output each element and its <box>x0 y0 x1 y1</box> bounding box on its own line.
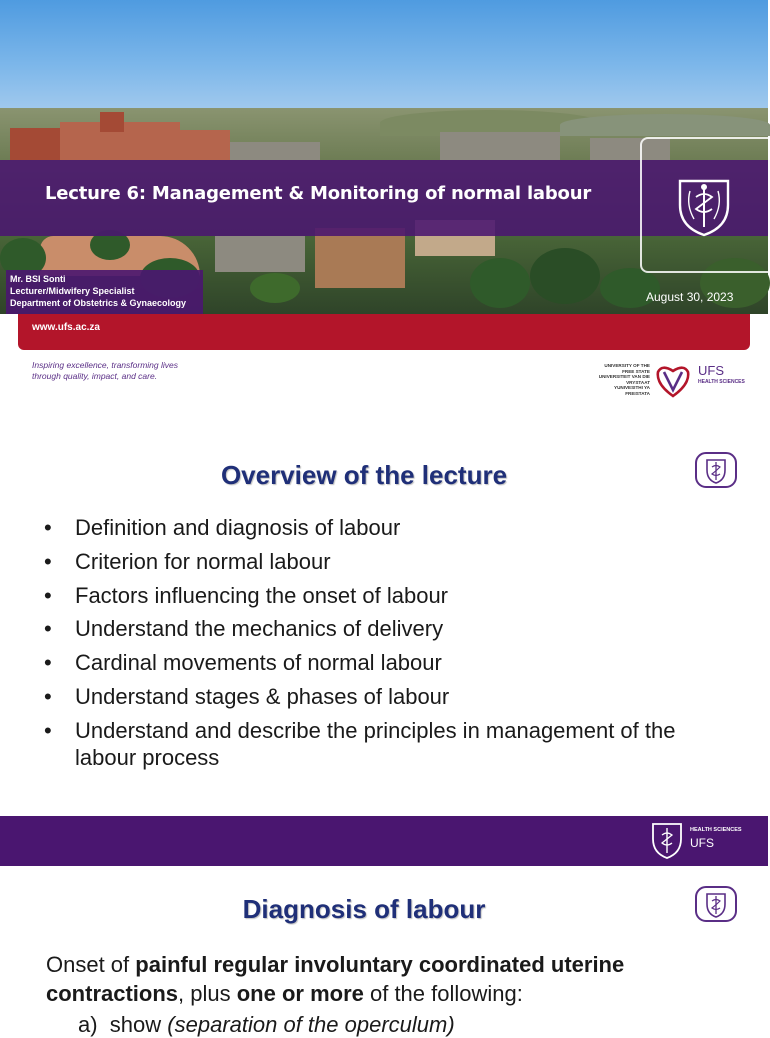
tagline: Inspiring excellence, transforming lives through quality, impact, and care. <box>32 360 178 381</box>
sky-background <box>0 0 768 120</box>
list-item: • Cardinal movements of normal labour <box>44 650 442 676</box>
overview-slide <box>0 418 768 866</box>
lecture-title: Lecture 6: Management & Monitoring of normal labour <box>45 183 591 204</box>
list-item: • Factors influencing the onset of labour <box>44 582 449 608</box>
ufs-crest-icon <box>676 175 732 239</box>
slide-footer <box>0 816 768 866</box>
crest-frame <box>640 137 768 273</box>
title-slide <box>0 0 768 418</box>
slide-title: Overview of the lecture <box>220 460 508 490</box>
ufs-logo <box>590 358 750 402</box>
list-item: • Definition and diagnosis of labour <box>44 515 401 540</box>
presenter-department: Department of Obstetrics & Gynaecology <box>10 298 187 308</box>
ufs-crest-icon <box>695 452 737 488</box>
diagnosis-slide <box>0 866 768 1037</box>
ufs-wordmark: UFS <box>698 363 724 378</box>
presenter-role: Lecturer/Midwifery Specialist <box>10 286 135 296</box>
presenter-name: Mr. BSI Sonti <box>10 274 66 284</box>
ufs-crest-icon <box>695 886 737 922</box>
presenter-box <box>6 270 203 314</box>
list-item: • Understand stages & phases of labour <box>44 683 450 709</box>
diagnosis-paragraph: Onset of painful regular involuntary coordinated uterine contractions, plus one or more of the following: <box>46 952 625 1006</box>
list-item: a) show (separation of the operculum) <box>78 1012 455 1037</box>
lecture-date: August 30, 2023 <box>646 290 734 304</box>
ufs-crest-icon <box>650 821 684 861</box>
red-banner <box>18 314 750 350</box>
list-item: • Understand the mechanics of delivery <box>44 616 444 642</box>
health-sciences-label: HEALTH SCIENCES <box>698 379 745 385</box>
list-item: • Understand and describe the principles in management of the labour process <box>44 717 676 770</box>
ufs-heart-logo-icon <box>654 362 692 400</box>
health-sciences-label: HEALTH SCIENCES <box>690 827 742 833</box>
slide-title: Diagnosis of labour <box>242 894 486 924</box>
ufs-wordmark: UFS <box>690 836 714 850</box>
university-name: UNIVERSITY OF THE FREE STATE UNIVERSITEIT VAN DIE VRYSTAAT YUNIVESITHI YA FREISTATA <box>598 363 650 396</box>
overview-bullet-list <box>44 514 724 778</box>
list-item: • Criterion for normal labour <box>44 548 331 574</box>
website-link[interactable]: www.ufs.ac.za <box>32 322 100 333</box>
